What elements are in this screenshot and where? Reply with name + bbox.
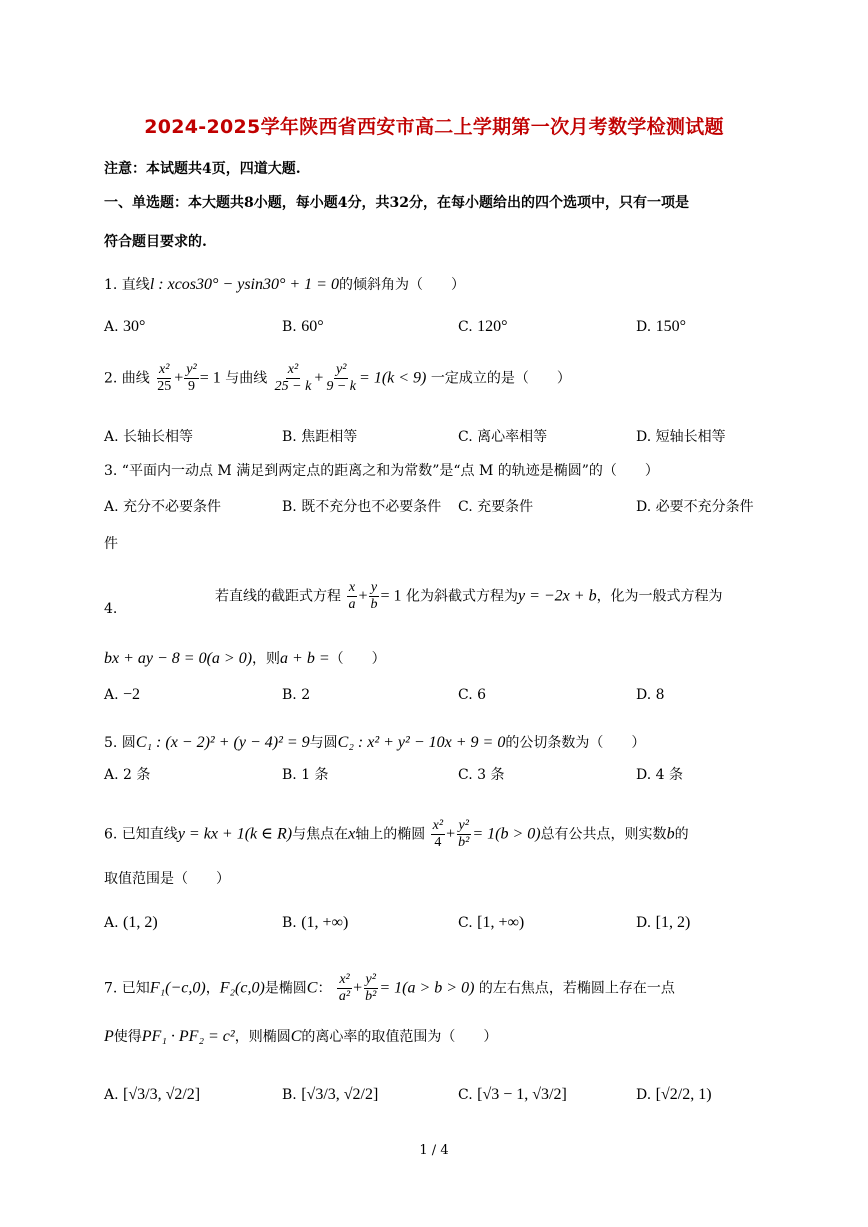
q2-option-b[interactable]: B. 焦距相等 <box>282 429 358 445</box>
q1-stem: 的倾斜角为（ ） <box>338 277 465 293</box>
q2-option-a[interactable]: A. 长轴长相等 <box>104 429 194 445</box>
q6-condition: = 1(b > 0) <box>472 825 541 843</box>
q5-option-c[interactable]: C. 3 条 <box>458 767 505 783</box>
q3-option-d[interactable]: D. 必要不充分条件 <box>636 499 754 515</box>
question-7: 7. 已知F₁(−c,0)，F₂(c,0)是椭圆C： $\frac{\text{x²}}{\text{a²}}$ + $\frac{\text{y²}}{\text{b²}}$ = 1(a > b > 0) 的左右焦点，若椭圆上存在一点 <box>104 972 675 1004</box>
q7-option-d[interactable]: D. [√2/2, 1) <box>636 1086 712 1103</box>
page-title: 2024-2025学年陕西省西安市高二上学期第一次月考数学检测试题 <box>144 116 724 138</box>
q2-stem: 一定成立的是（ ） <box>430 370 571 387</box>
q6-option-d[interactable]: D. [1, 2) <box>636 914 691 931</box>
q3-option-c[interactable]: C. 充要条件 <box>458 499 534 515</box>
q4-number: 4. <box>104 601 118 617</box>
q5-circle-2: C₂ : x² + y² − 10x + 9 = 0 <box>337 734 506 751</box>
q7-option-a[interactable]: A. [√3/3, √2/2] <box>104 1086 201 1103</box>
q1-option-c[interactable]: C. 120° <box>458 318 508 335</box>
q7-option-c[interactable]: C. [√3 − 1, √3/2] <box>458 1086 567 1103</box>
q1-number: 1. 直线 <box>104 277 150 293</box>
q7-line2: P使得PF₁ · PF₂ = c²，则椭圆C的离心率的取值范围为（ ） <box>104 1028 498 1045</box>
q6-option-a[interactable]: A. (1, 2) <box>104 914 158 931</box>
q4-option-a[interactable]: A. −2 <box>104 686 141 703</box>
q4-text3: ，化为一般式方程为 <box>596 588 723 605</box>
q2-frac-x: $\frac{\text{x²}}{25}$ <box>157 362 172 394</box>
q4-option-d[interactable]: D. 8 <box>636 687 665 703</box>
question-4: 若直线的截距式方程 $\frac{x}{a}$ + $\frac{y}{b}$ = 1 化为斜截式方程为y = −2x + b，化为一般式方程为 <box>215 580 723 612</box>
q1-option-a[interactable]: A. 30° <box>104 318 146 335</box>
q4-general-form: bx + ay − 8 = 0(a > 0) <box>104 650 253 667</box>
q7-focus-1: F₁(−c,0) <box>149 979 206 997</box>
q4-slope-form: y = −2x + b <box>517 587 597 605</box>
q2-condition: = 1(k < 9) <box>359 369 427 387</box>
page-number: 1 / 4 <box>419 1143 449 1158</box>
q3-option-d-wrap: 件 <box>104 536 118 552</box>
q5-option-d[interactable]: D. 4 条 <box>636 767 683 783</box>
q4-text2: 化为斜截式方程为 <box>405 588 518 605</box>
q2-frac-y2: $\frac{\text{y²}}{9 - k}$ <box>326 362 357 394</box>
q7-focus-2: F₂(c,0) <box>219 979 265 997</box>
q7-condition: = 1(a > b > 0) <box>379 979 475 997</box>
q5-circle-1: C₁ : (x − 2)² + (y − 4)² = 9 <box>135 734 310 751</box>
q2-option-d[interactable]: D. 短轴长相等 <box>636 429 726 445</box>
q4-option-c[interactable]: C. 6 <box>458 687 487 703</box>
q1-option-b[interactable]: B. 60° <box>282 318 324 335</box>
q5-option-a[interactable]: A. 2 条 <box>104 767 151 783</box>
question-1 <box>104 276 465 294</box>
q6-option-c[interactable]: C. [1, +∞) <box>458 914 525 931</box>
q2-option-c[interactable]: C. 离心率相等 <box>458 429 548 445</box>
q6-option-b[interactable]: B. (1, +∞) <box>282 914 349 931</box>
q1-option-d[interactable]: D. 150° <box>636 318 687 335</box>
q4-ask: a + b = <box>280 650 330 667</box>
q7-vector-condition: PF₁ · PF₂ = c² <box>141 1028 235 1045</box>
section1-heading: 一、单选题：本大题共8小题，每小题4分，共32分，在每小题给出的四个选项中，只有一项是 <box>104 195 689 211</box>
section1-heading-cont: 符合题目要求的. <box>104 234 207 250</box>
q7-option-b[interactable]: B. [√3/3, √2/2] <box>282 1086 379 1103</box>
q5-option-b[interactable]: B. 1 条 <box>282 767 329 783</box>
q6-line: y = kx + 1(k ∈ R) <box>177 825 293 843</box>
q4-line2: bx + ay − 8 = 0(a > 0)，则a + b =（ ） <box>104 650 386 667</box>
q4-option-b[interactable]: B. 2 <box>282 687 311 703</box>
question-6: 6. 已知直线y = kx + 1(k ∈ R)与焦点在x轴上的椭圆 $\frac{\text{x²}}{4}$ + $\frac{\text{y²}}{\text{b²}}$ = 1(b > 0)总有公共点，则实数b的 <box>104 818 689 850</box>
notice: 注意：本试题共4页，四道大题. <box>104 161 301 177</box>
question-2: 2. 曲线 $\frac{\text{x²}}{25}$ + $\frac{\text{y²}}{9}$ = 1 与曲线 $\frac{\text{x²}}{25 - k}$ + $\frac{\text{y²}}{9 - k}$ = 1(k < 9) 一定成立的是（ ） <box>104 362 571 394</box>
question-5: 5. 圆C₁ : (x − 2)² + (y − 4)² = 9与圆C₂ : x² + y² − 10x + 9 = 0的公切条数为（ ） <box>104 734 646 751</box>
q6-line2: 取值范围是（ ） <box>104 871 230 887</box>
q3-option-b[interactable]: B. 既不充分也不必要条件 <box>282 499 442 515</box>
q2-number: 2. 曲线 <box>104 370 150 387</box>
q2-mid: 与曲线 <box>225 370 268 387</box>
q2-frac-y: $\frac{\text{y²}}{9}$ <box>186 362 197 394</box>
question-3: 3. “平面内一动点 M 满足到两定点的距离之和为常数”是“点 M 的轨迹是椭圆”的（ ） <box>104 463 659 479</box>
q1-equation: l : xcos30° − ysin30° + 1 = 0 <box>149 276 339 293</box>
q4-text1: 若直线的截距式方程 <box>215 588 341 605</box>
q2-frac-x2: $\frac{\text{x²}}{25 - k}$ <box>274 362 312 394</box>
q3-option-a[interactable]: A. 充分不必要条件 <box>104 499 222 515</box>
